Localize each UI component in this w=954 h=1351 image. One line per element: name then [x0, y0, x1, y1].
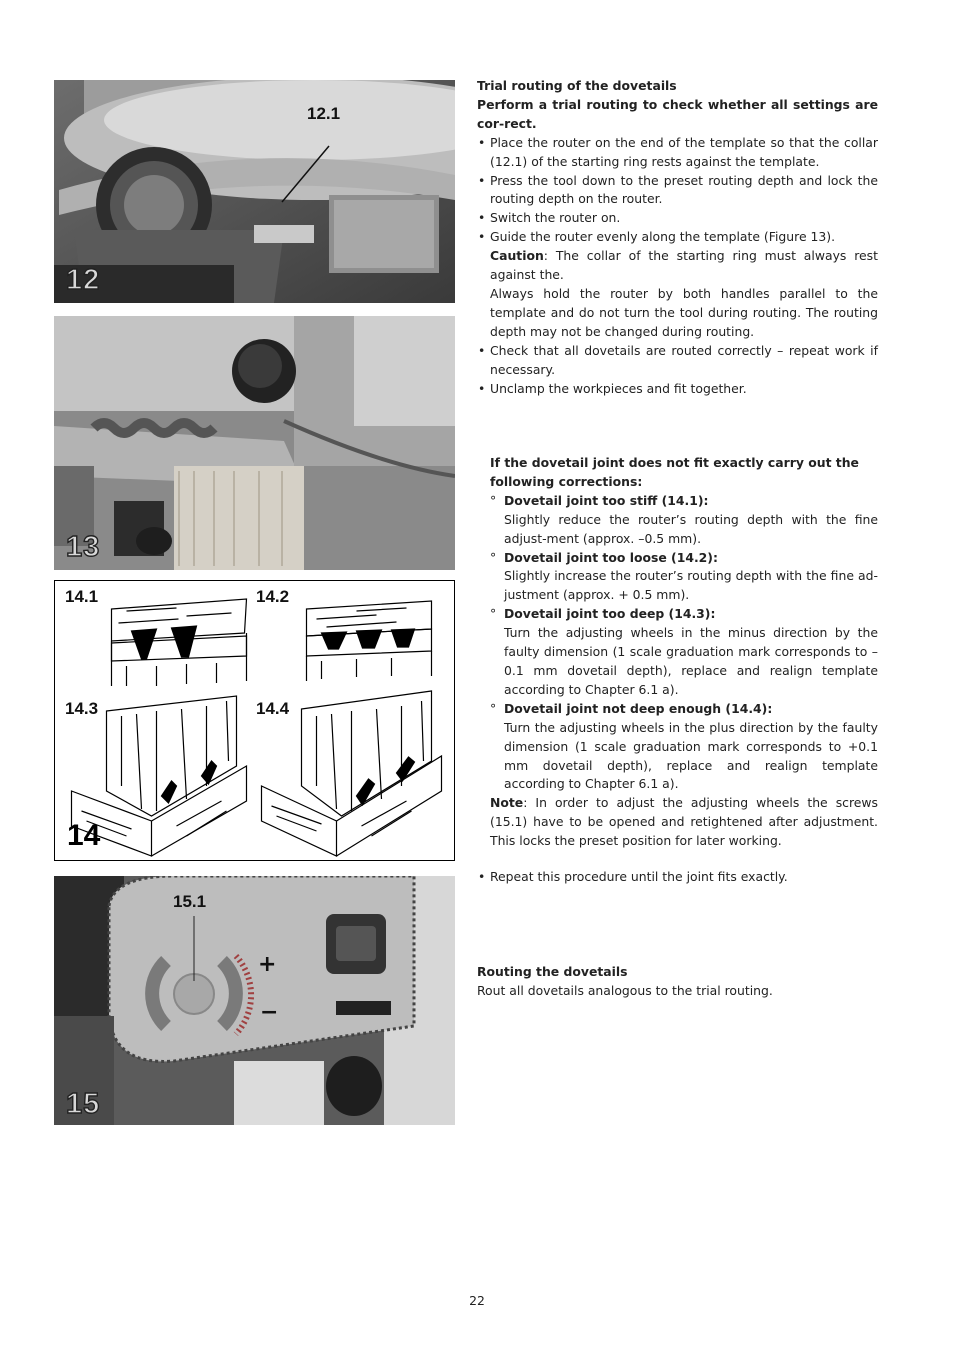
list-item: • Unclamp the workpieces and fit together. — [477, 380, 878, 399]
figure-14-1-label: 14.1 — [65, 587, 99, 606]
figure-14-drawing — [54, 580, 455, 861]
correction-text: Slightly reduce the router’s routing depth with the fine adjust-ment (approx. –0.5 mm). — [504, 511, 878, 546]
figure-15-number: 15 — [66, 1088, 101, 1120]
trial-routing-steps — [477, 134, 878, 247]
list-item: • Switch the router on. — [477, 209, 878, 228]
correction-title: Dovetail joint too loose (14.2): — [504, 549, 718, 565]
trial-routing-section — [477, 77, 878, 398]
note-text: : In order to adjust the adjusting wheels the screws (15.1) have to be opened and retightened after adjustment. This locks the preset position for later working. — [490, 795, 878, 849]
correction-item — [477, 549, 878, 606]
trial-routing-steps-2 — [477, 342, 878, 399]
list-item: • Repeat this procedure until the joint fits exactly. — [477, 868, 878, 887]
correction-text: Slightly increase the router’s routing depth with the fine ad-justment (approx. + 0.5 mm). — [504, 568, 878, 603]
figure-13-number: 13 — [66, 531, 101, 563]
corrections-heading: If the dovetail joint does not fit exactly carry out the following corrections: — [490, 455, 859, 489]
note-paragraph — [477, 794, 878, 851]
note-label: Note — [490, 795, 524, 811]
caution-label: Caution — [490, 248, 544, 264]
figure-14-4-label: 14.4 — [256, 699, 290, 718]
correction-title: Dovetail joint too stiff (14.1): — [504, 492, 709, 508]
figure-12-callout: 12.1 — [307, 104, 341, 123]
figure-15-callout: 15.1 — [173, 892, 207, 911]
caution-paragraph — [477, 247, 878, 285]
figure-12-photo — [54, 80, 455, 303]
degree-marker: ° — [490, 606, 497, 622]
list-item: • Guide the router evenly along the template (Figure 13). — [477, 228, 878, 247]
routing-text: Rout all dovetails analogous to the trial routing. — [477, 982, 773, 998]
figure-15-plus-label: + — [258, 952, 277, 977]
figure-12-number: 12 — [66, 264, 101, 296]
correction-title: Dovetail joint too deep (14.3): — [504, 606, 716, 622]
list-item: • Check that all dovetails are routed correctly – repeat work if necessary. — [477, 342, 878, 380]
repeat-section — [477, 868, 878, 887]
list-item: • Press the tool down to the preset routing depth and lock the routing depth on the router. — [477, 172, 878, 210]
trial-routing-intro: Perform a trial routing to check whether all settings are cor-rect. — [477, 96, 878, 131]
list-item: • Place the router on the end of the template so that the collar (12.1) of the starting ring rests against the template. — [477, 134, 878, 172]
correction-item — [477, 492, 878, 549]
figure-14-number: 14 — [67, 819, 101, 852]
correction-text: Turn the adjusting wheels in the minus direction by the faulty dimension (1 scale graduation mark corresponds to –0.1 mm dovetail depth), replace and realign template according to Chapter 6.1 a). — [504, 625, 878, 697]
routing-heading: Routing the dovetails — [477, 964, 628, 979]
degree-marker: ° — [490, 549, 497, 565]
figure-15-minus-label: − — [260, 1000, 279, 1025]
always-hold-paragraph: Always hold the router by both handles parallel to the template and do not turn the tool during routing. The routing depth may not be changed during routing. — [490, 285, 878, 339]
caution-text: : The collar of the starting ring must always rest against the. — [490, 248, 878, 283]
figure-13-photo — [54, 316, 455, 570]
correction-text: Turn the adjusting wheels in the plus direction by the faulty dimension (1 scale graduation mark corresponds to +0.1 mm dovetail depth), replace and realign template according to Chapter 6.1 a). — [504, 719, 878, 792]
degree-marker: ° — [490, 700, 497, 716]
corrections-section — [477, 454, 878, 851]
page-number: 22 — [469, 1293, 485, 1308]
correction-title: Dovetail joint not deep enough (14.4): — [504, 700, 773, 716]
correction-item — [477, 700, 878, 795]
degree-marker: ° — [490, 492, 497, 508]
routing-section — [477, 963, 878, 1001]
correction-item — [477, 605, 878, 700]
trial-routing-heading: Trial routing of the dovetails — [477, 78, 677, 93]
figure-14-2-label: 14.2 — [256, 587, 290, 606]
figure-15-photo — [54, 876, 455, 1125]
figure-14-3-label: 14.3 — [65, 699, 99, 718]
